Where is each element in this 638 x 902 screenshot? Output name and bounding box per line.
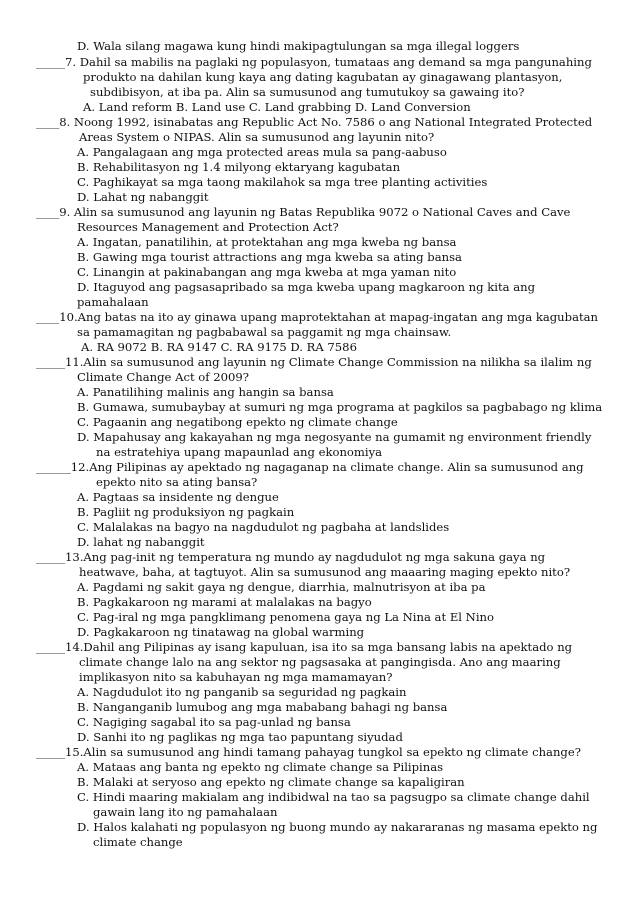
choice-a: A. Ingatan, panatilihin, at protektahan ang mga kweba ng bansa: [77, 235, 457, 249]
choice-d: D. Mapahusay ang kakayahan ng mga negosyante na gumamit ng environment friendly: [77, 430, 592, 444]
text-line: subdibisyon, at iba pa. Alin sa sumusunod ang tumutukoy sa gawaing ito?: [90, 85, 525, 99]
choice-d: D. Halos kalahati ng populasyon ng buong mundo ay nakararanas ng masama epekto ng: [77, 820, 598, 834]
question-13: _____13.Ang pag-init ng temperatura ng mundo ay nagdudulot ng mga sakuna gaya ng: [36, 550, 546, 564]
text-line: produkto na dahilan kung kaya ang dating kagubatan ay ginagawang plantasyon,: [83, 70, 563, 84]
choice-a: A. Mataas ang banta ng epekto ng climate change sa Pilipinas: [77, 760, 444, 774]
question-7: _____7. Dahil sa mabilis na paglaki ng populasyon, tumataas ang demand sa mga pangunahing: [36, 55, 592, 69]
question-15: _____15.Alin sa sumusunod ang hindi tamang pahayag tungkol sa epekto ng climate change?: [36, 745, 581, 759]
choice-b: B. Gawing mga tourist attractions ang mga kweba sa ating bansa: [77, 250, 462, 264]
text-line: D. Wala silang magawa kung hindi makipagtulungan sa mga illegal loggers: [77, 39, 520, 53]
text-line: sa pamamagitan ng pagbabawal sa paggamit ng mga chainsaw.: [77, 325, 452, 339]
text-line: Climate Change Act of 2009?: [77, 370, 249, 384]
choice-b: B. Nanganganib lumubog ang mga mababang bahagi ng bansa: [77, 700, 448, 714]
choice-a: A. Pagdami ng sakit gaya ng dengue, diarrhia, malnutrisyon at iba pa: [77, 580, 486, 594]
text-line: gawain lang ito ng pamahalaan: [93, 805, 278, 819]
choice-d: D. Sanhi ito ng paglikas ng mga tao papuntang siyudad: [77, 730, 403, 744]
choice-b: B. Malaki at seryoso ang epekto ng climate change sa kapaligiran: [77, 775, 465, 789]
question-10: ____10.Ang batas na ito ay ginawa upang maprotektahan at mapag-ingatan ang mga kagubatan: [36, 310, 599, 324]
question-11: _____11.Alin sa sumusunod ang layunin ng Climate Change Commission na nilikha sa ilalim ng: [36, 355, 592, 369]
choice-d: D. Itaguyod ang pagsasapribado sa mga kweba upang magkaroon ng kita ang: [77, 280, 536, 294]
choice-b: B. Rehabilitasyon ng 1.4 milyong ektaryang kagubatan: [77, 160, 401, 174]
choices-line: A. RA 9072 B. RA 9147 C. RA 9175 D. RA 7586: [81, 340, 357, 354]
text-line: epekto nito sa ating bansa?: [96, 475, 258, 489]
choice-c: C. Pagaanin ang negatibong epekto ng climate change: [77, 415, 398, 429]
text-line: pamahalaan: [77, 295, 149, 309]
text-line: Areas System o NIPAS. Alin sa sumusunod ang layunin nito?: [79, 130, 435, 144]
text-line: implikasyon nito sa kabuhayan ng mga mamamayan?: [79, 670, 393, 684]
choice-a: A. Pangalagaan ang mga protected areas mula sa pang-aabuso: [77, 145, 447, 159]
question-14: _____14.Dahil ang Pilipinas ay isang kapuluan, isa ito sa mga bansang labis na apektado ng: [36, 640, 573, 654]
choice-d: D. Lahat ng nabanggit: [77, 190, 209, 204]
choices-line: A. Land reform B. Land use C. Land grabbing D. Land Conversion: [83, 100, 471, 114]
text-line: na estratehiya upang mapaunlad ang ekonomiya: [96, 445, 383, 459]
text-line: heatwave, baha, at tagtuyot. Alin sa sumusunod ang maaaring maging epekto nito?: [79, 565, 571, 579]
choice-a: A. Nagdudulot ito ng panganib sa seguridad ng pagkain: [77, 685, 407, 699]
choice-c: C. Linangin at pakinabangan ang mga kweba at mga yaman nito: [77, 265, 457, 279]
choice-a: A. Pagtaas sa insidente ng dengue: [77, 490, 279, 504]
text-line: climate change lalo na ang sektor ng pagsasaka at pangingisda. Ano ang maaring: [79, 655, 561, 669]
text-line: climate change: [93, 835, 183, 849]
choice-b: B. Pagkakaroon ng marami at malalakas na bagyo: [77, 595, 372, 609]
text-line: Resources Management and Protection Act?: [77, 220, 339, 234]
choice-d: D. Pagkakaroon ng tinatawag na global warming: [77, 625, 365, 639]
choice-b: B. Gumawa, sumubaybay at sumuri ng mga programa at pagkilos sa pagbabago ng klima: [77, 400, 603, 414]
question-9: ____9. Alin sa sumusunod ang layunin ng Batas Republika 9072 o National Caves and Cave: [36, 205, 571, 219]
choice-b: B. Pagliit ng produksiyon ng pagkain: [77, 505, 295, 519]
choice-c: C. Nagiging sagabal ito sa pag-unlad ng bansa: [77, 715, 351, 729]
question-12: ______12.Ang Pilipinas ay apektado ng nagaganap na climate change. Alin sa sumusunod ang: [36, 460, 584, 474]
choice-c: C. Malalakas na bagyo na nagdudulot ng pagbaha at landslides: [77, 520, 450, 534]
question-8: ____8. Noong 1992, isinabatas ang Republic Act No. 7586 o ang National Integrated Protected: [36, 115, 593, 129]
choice-c: C. Hindi maaring makialam ang indibidwal na tao sa pagsugpo sa climate change dahil: [77, 790, 590, 804]
choice-c: C. Paghikayat sa mga taong makilahok sa mga tree planting activities: [77, 175, 488, 189]
choice-c: C. Pag-iral ng mga pangklimang penomena gaya ng La Nina at El Nino: [77, 610, 494, 624]
choice-d: D. lahat ng nabanggit: [77, 535, 205, 549]
choice-a: A. Panatilihing malinis ang hangin sa bansa: [77, 385, 334, 399]
